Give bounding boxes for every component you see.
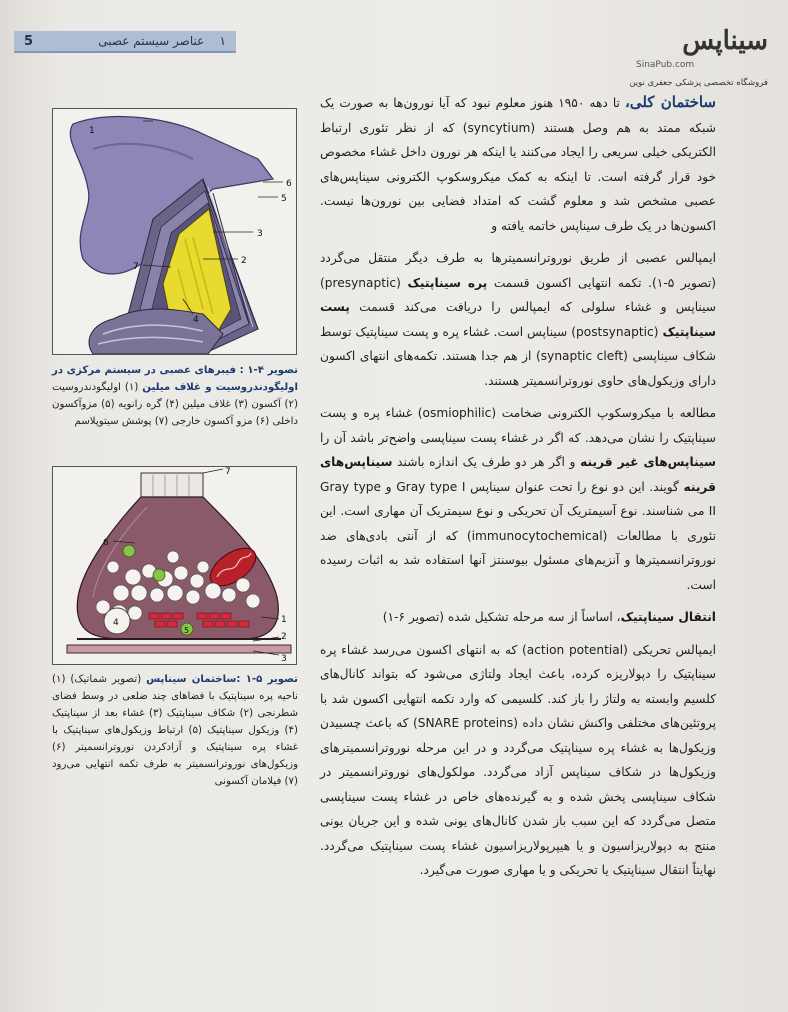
fig2-label-4: 4 — [113, 618, 119, 628]
fig1-label-2: 2 — [241, 256, 247, 266]
p2-text-b: (presynaptic) سیناپس و غشاء سلولی که ایمپالس را دریافت می‌کند قسمت — [320, 275, 716, 314]
main-text-column — [320, 90, 716, 891]
figure2-caption-note: (تصویر شماتیک) — [70, 674, 142, 685]
figure-synapse-diagram — [52, 466, 297, 665]
fig1-label-7: 7 — [133, 262, 139, 272]
paragraph-structure — [320, 90, 716, 238]
p4-text: ، اساساً از سه مرحله تشکیل شده (تصویر ۶-۱) — [382, 610, 621, 624]
term-asymmetric-synapse: سیناپس‌های غیر قرینه — [580, 455, 717, 469]
figure2-caption-body: (۱) ناحیه پره سیناپتیک با فضاهای چند ضلعی در وسط فضای شطرنجی (۲) شکاف سیناپتیک (۳) غشاء بعد از سیناپتیک (۴) وزیکول سیناپتیک (۵) ارتباط وزیکول‌های سیناپتیک با غشاء پره سیناپتیک و آزادکردن نوروترانسمیتر (۶) وزیکول‌های نوروترانسمیتر به طرف تکمه انتهایی می‌رود (۷) فیلامان آکسونی — [52, 674, 298, 787]
figure2-caption-title: تصویر ۵-۱ :ساختمان سیناپس — [146, 674, 299, 685]
section-heading-structure: ساختمان کلی، — [624, 93, 716, 111]
paragraph-synaptic-transmission-heading — [320, 605, 716, 630]
page-header — [14, 31, 236, 53]
watermark-logo — [608, 26, 768, 56]
fig1-label-6: 6 — [286, 179, 292, 189]
chapter-number: ۱ — [219, 34, 226, 48]
page-number: 5 — [24, 33, 34, 49]
synapse-illustration — [53, 467, 296, 664]
myelin-illustration — [53, 109, 296, 354]
term-postsynaptic: پست سیناپتیک — [320, 300, 716, 339]
fig1-label-1: 1 — [89, 126, 95, 136]
figure-myelin-diagram — [52, 108, 297, 355]
p3-text-a: مطالعه با میکروسکوپ الکترونی ضخامت (osmiophilic) غشاء پره و پست سیناپتیک را نشان می‌دهد. که اگر در غشاء پست سیناپسی واضح‌تر باشد آن را — [320, 406, 716, 445]
fig1-label-3: 3 — [257, 229, 263, 239]
fig2-label-6: 6 — [103, 538, 109, 548]
p3-text-b: و اگر هر دو طرف یک اندازه باشند — [392, 455, 581, 469]
fig2-label-2: 2 — [281, 632, 287, 642]
fig2-label-5: 5 — [184, 626, 190, 635]
figure1-caption — [52, 362, 298, 430]
paragraph-structure-body: تا دهه ۱۹۵۰ هنوز معلوم نبود که آیا نورون‌ها به صورت یک شبکه ممتد به هم وصل هستند (syncytium) که از نظر تئوری ارتباط الکتریکی خیلی سریعی را ایجاد می‌کنند یا اینکه هر نورون داخل غشاء مخصوص خود قرار گرفته است. تا اینکه به کمک میکروسکوپ الکترونی سیناپس‌های عصبی مشخص شد و معلوم گشت که امتداد فضایی بین نورون‌ها نیست. اکسون‌ها در یک طرف سیناپس خاتمه یافته و — [320, 96, 716, 233]
chapter-label — [98, 34, 226, 48]
figure1-caption-body: (۱) اولیگودندروسیت (۲) آکسون (۳) غلاف میلین (۴) گره رانویه (۵) مزوآکسون داخلی (۶) مزو آکسون خارجی (۷) پوشش سیتوپلاسم — [52, 382, 298, 427]
term-presynaptic: پره سیناپتیک — [407, 275, 488, 290]
paragraph-electron-microscopy — [320, 401, 716, 597]
fig2-label-7: 7 — [225, 467, 231, 477]
paragraph-transmission — [320, 246, 716, 393]
publisher-watermark — [608, 26, 768, 92]
fig1-label-5: 5 — [281, 194, 287, 204]
watermark-site: SinaPub.com — [636, 60, 695, 70]
paragraph-action-potential — [320, 638, 716, 883]
figure2-caption — [52, 671, 298, 790]
p2-text-c: (postsynaptic) سیناپس است. غشاء پره و پست سیناپتیک توسط شکاف سیناپسی (synaptic cleft) از هم جدا هستند. تکمه‌های انتهای اکسون دارای وزیکول‌های حاوی نوروترانسمیتر هستند. — [320, 324, 716, 388]
fig2-label-1: 1 — [281, 615, 287, 625]
figure1-caption-title: تصویر ۴-۱ : فیبرهای عصبی در سیستم مرکزی در اولیگودندروسیت و غلاف میلین — [52, 365, 298, 393]
fig1-label-4: 4 — [193, 315, 199, 325]
fig2-label-3: 3 — [281, 654, 287, 664]
watermark-store: فروشگاه تخصصی پزشکی جعفری نوین — [629, 78, 768, 88]
watermark-logo-text: سیناپس — [682, 26, 768, 56]
chapter-title: عناصر سیستم عصبی — [98, 34, 205, 48]
section-heading-transmission: انتقال سیناپتیک — [620, 610, 716, 624]
p5-text: ایمپالس تحریکی (action potential) که به انتهای اکسون می‌رسد غشاء پره سیناپتیک را دپولاریزه کرده، باعث ایجاد ولتاژی می‌شود که بتواند کانال‌های کلسیم وابسته به ولتاژ را باز کند. کلسیمی که وارد تکمه انتهایی اکسون شد با پروتئین‌های مختلفی واکنش نشان داده (SNARE proteins) که باعث چسبیدن وزیکول‌ها به غشاء پره سیناپتیک می‌گردد و در این مرحله نوروترانسمیترهای وزیکول‌ها در شکاف سیناپس آزاد می‌گردد. مولکول‌های نوروترانسمیتر در شکاف سیناپسی پخش شده و به گیرنده‌های خاص در غشاء پست سیناپسی متصل می‌گردد که این سبب باز شدن کانال‌های یونی شده و این جریان یونی منتج به دپولاریزاسیون و یا هیپرپولاریزاسیون غشاء پست سیناپتیک می‌گردد. نهایتاً انتقال سیناپتیک یا تحریکی و یا مهاری صورت می‌گیرد. — [320, 642, 717, 877]
p2-text-a: ایمپالس عصبی از طریق نوروترانسمیترها به طرف دیگر منتقل می‌گردد (تصویر ۵-۱). تکمه انتهایی اکسون قسمت — [320, 251, 716, 290]
p3-text-c: گویند. این دو نوع را تحت عنوان سیناپس Gray type I و Gray type II می شناسند. نوع آسیمتریک آن تحریکی و نوع سیمتریک آن مهاری است. این تئوری با مطالعات (immunocytochemical) که از آنتی بادی‌های ضد نوروترانسمیترها و آنزیم‌های مسئول بیوسنتز آنها استفاده شد به اثبات رسیده است. — [320, 479, 716, 592]
term-symmetric-synapse: سیناپس‌های قرینه — [320, 455, 716, 494]
